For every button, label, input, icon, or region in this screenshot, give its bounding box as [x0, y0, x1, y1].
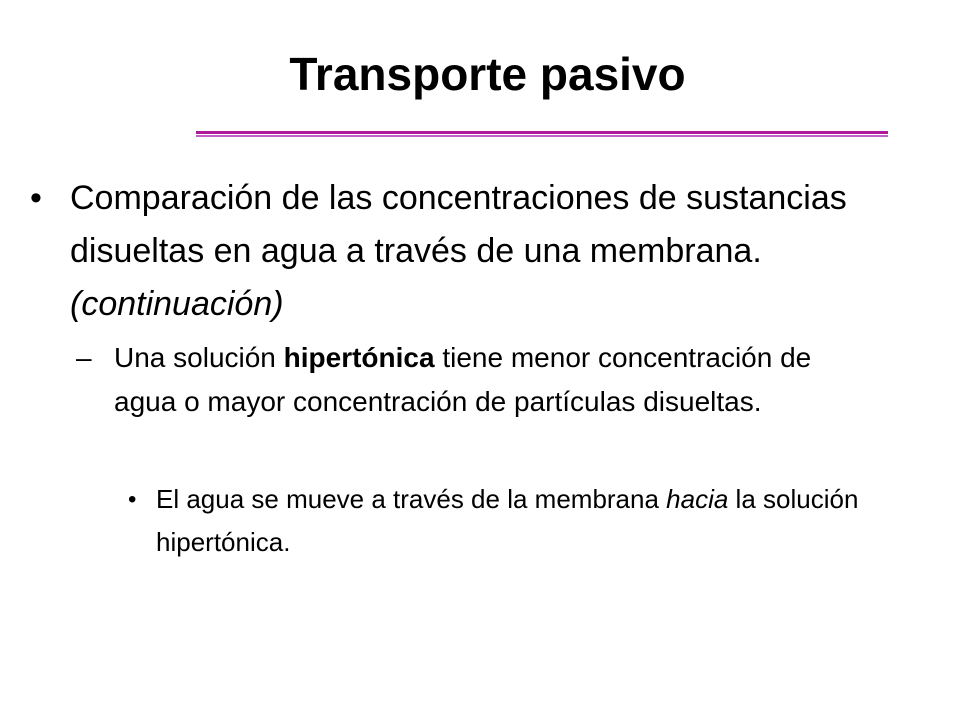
slide-title: Transporte pasivo: [289, 48, 686, 100]
bullet-marker: •: [30, 179, 42, 217]
bullet-level-3-italic: hacia: [666, 484, 729, 514]
bullet-level-1-body: Comparación de las concentraciones de sustancias disueltas en agua a través de una membrana.: [70, 179, 847, 270]
bullet-level-3: [128, 478, 888, 564]
bullet-level-2-text: [76, 336, 876, 424]
bullet-level-2-after: tiene menor concentración de agua o mayor concentración de partículas disueltas.: [114, 342, 812, 417]
bullet-level-3-before: El agua se mueve a través de la membrana: [156, 484, 667, 514]
bullet-level-1-text: [30, 172, 850, 331]
bullet-level-2: [76, 336, 876, 424]
bullet-level-2-bold-term: hipertónica: [283, 342, 435, 373]
bullet-marker-small: •: [128, 486, 137, 513]
bullet-level-3-after: la solución hipertónica.: [156, 484, 859, 557]
bullet-level-3-text: [128, 478, 888, 564]
dash-marker: –: [76, 342, 92, 373]
title-divider: [196, 131, 888, 138]
bullet-level-1-italic: (continuación): [70, 285, 284, 323]
divider-line-bottom: [196, 135, 888, 137]
divider-line-top: [196, 131, 888, 134]
bullet-level-2-before: Una solución: [114, 342, 284, 373]
bullet-level-1: [30, 172, 850, 331]
